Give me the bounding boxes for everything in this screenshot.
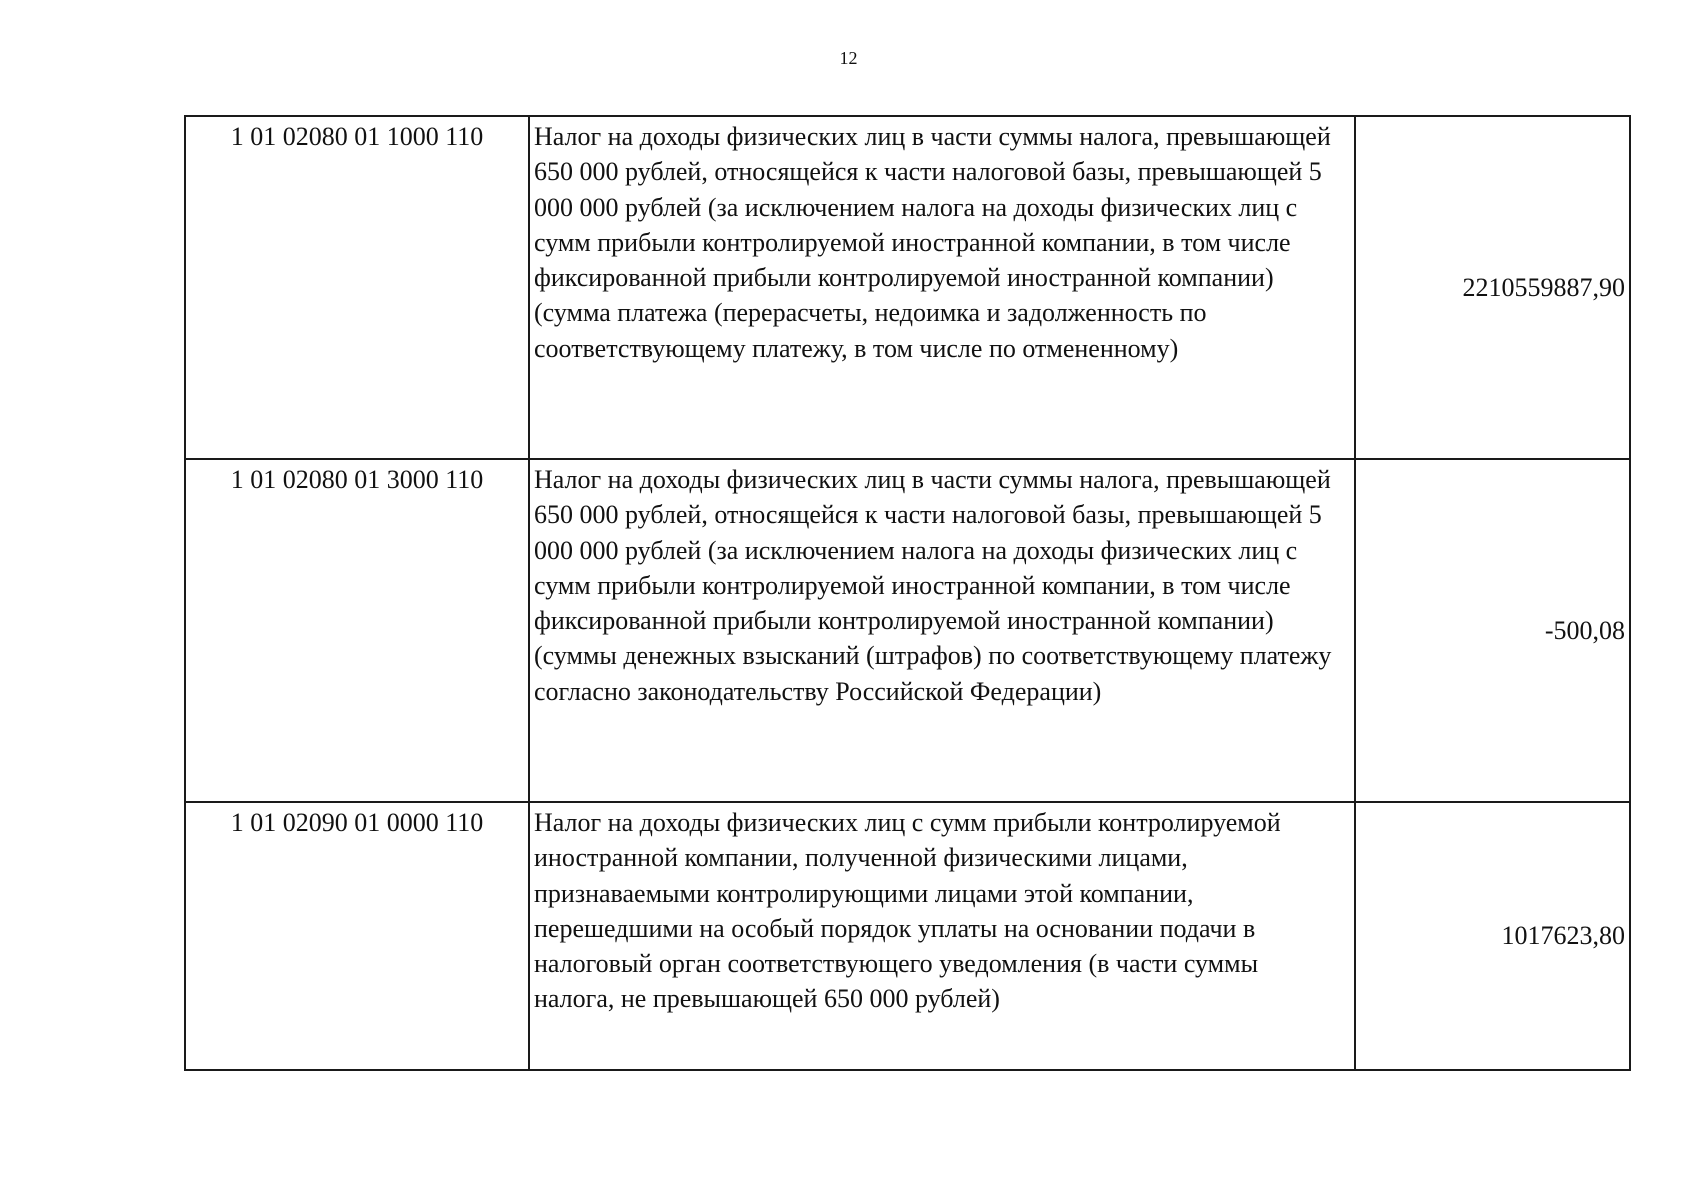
budget-code-cell: 1 01 02090 01 0000 110 — [185, 802, 529, 1070]
amount-cell: 1017623,80 — [1355, 802, 1630, 1070]
table-row — [185, 802, 1630, 1070]
table-row — [185, 116, 1630, 459]
description-cell: Налог на доходы физических лиц в части суммы налога, превышающей 650 000 рублей, относящейся к части налоговой базы, превышающей 5 000 000 рублей (за исключением налога на доходы физических лиц с сумм прибыли контролируемой иностранной компании, в том числе фиксированной прибыли контролируемой иностранной компании) (суммы денежных взысканий (штрафов) по соответствующему платежу согласно законодательству Российской Федерации) — [529, 459, 1355, 802]
amount-cell: 2210559887,90 — [1355, 116, 1630, 459]
page-number: 12 — [839, 48, 858, 68]
description-cell: Налог на доходы физических лиц с сумм прибыли контролируемой иностранной компании, полученной физическими лицами, признаваемыми контролирующими лицами этой компании, перешедшими на особый порядок уплаты на основании подачи в налоговый орган соответствующего уведомления (в части суммы налога, не превышающей 650 000 рублей) — [529, 802, 1355, 1070]
revenue-table — [184, 115, 1631, 1071]
description-cell: Налог на доходы физических лиц в части суммы налога, превышающей 650 000 рублей, относящейся к части налоговой базы, превышающей 5 000 000 рублей (за исключением налога на доходы физических лиц с сумм прибыли контролируемой иностранной компании, в том числе фиксированной прибыли контролируемой иностранной компании) (сумма платежа (перерасчеты, недоимка и задолженность по соответствующему платежу, в том числе по отмененному) — [529, 116, 1355, 459]
budget-code-cell: 1 01 02080 01 3000 110 — [185, 459, 529, 802]
amount-cell: -500,08 — [1355, 459, 1630, 802]
budget-code-cell: 1 01 02080 01 1000 110 — [185, 116, 529, 459]
table-row — [185, 459, 1630, 802]
